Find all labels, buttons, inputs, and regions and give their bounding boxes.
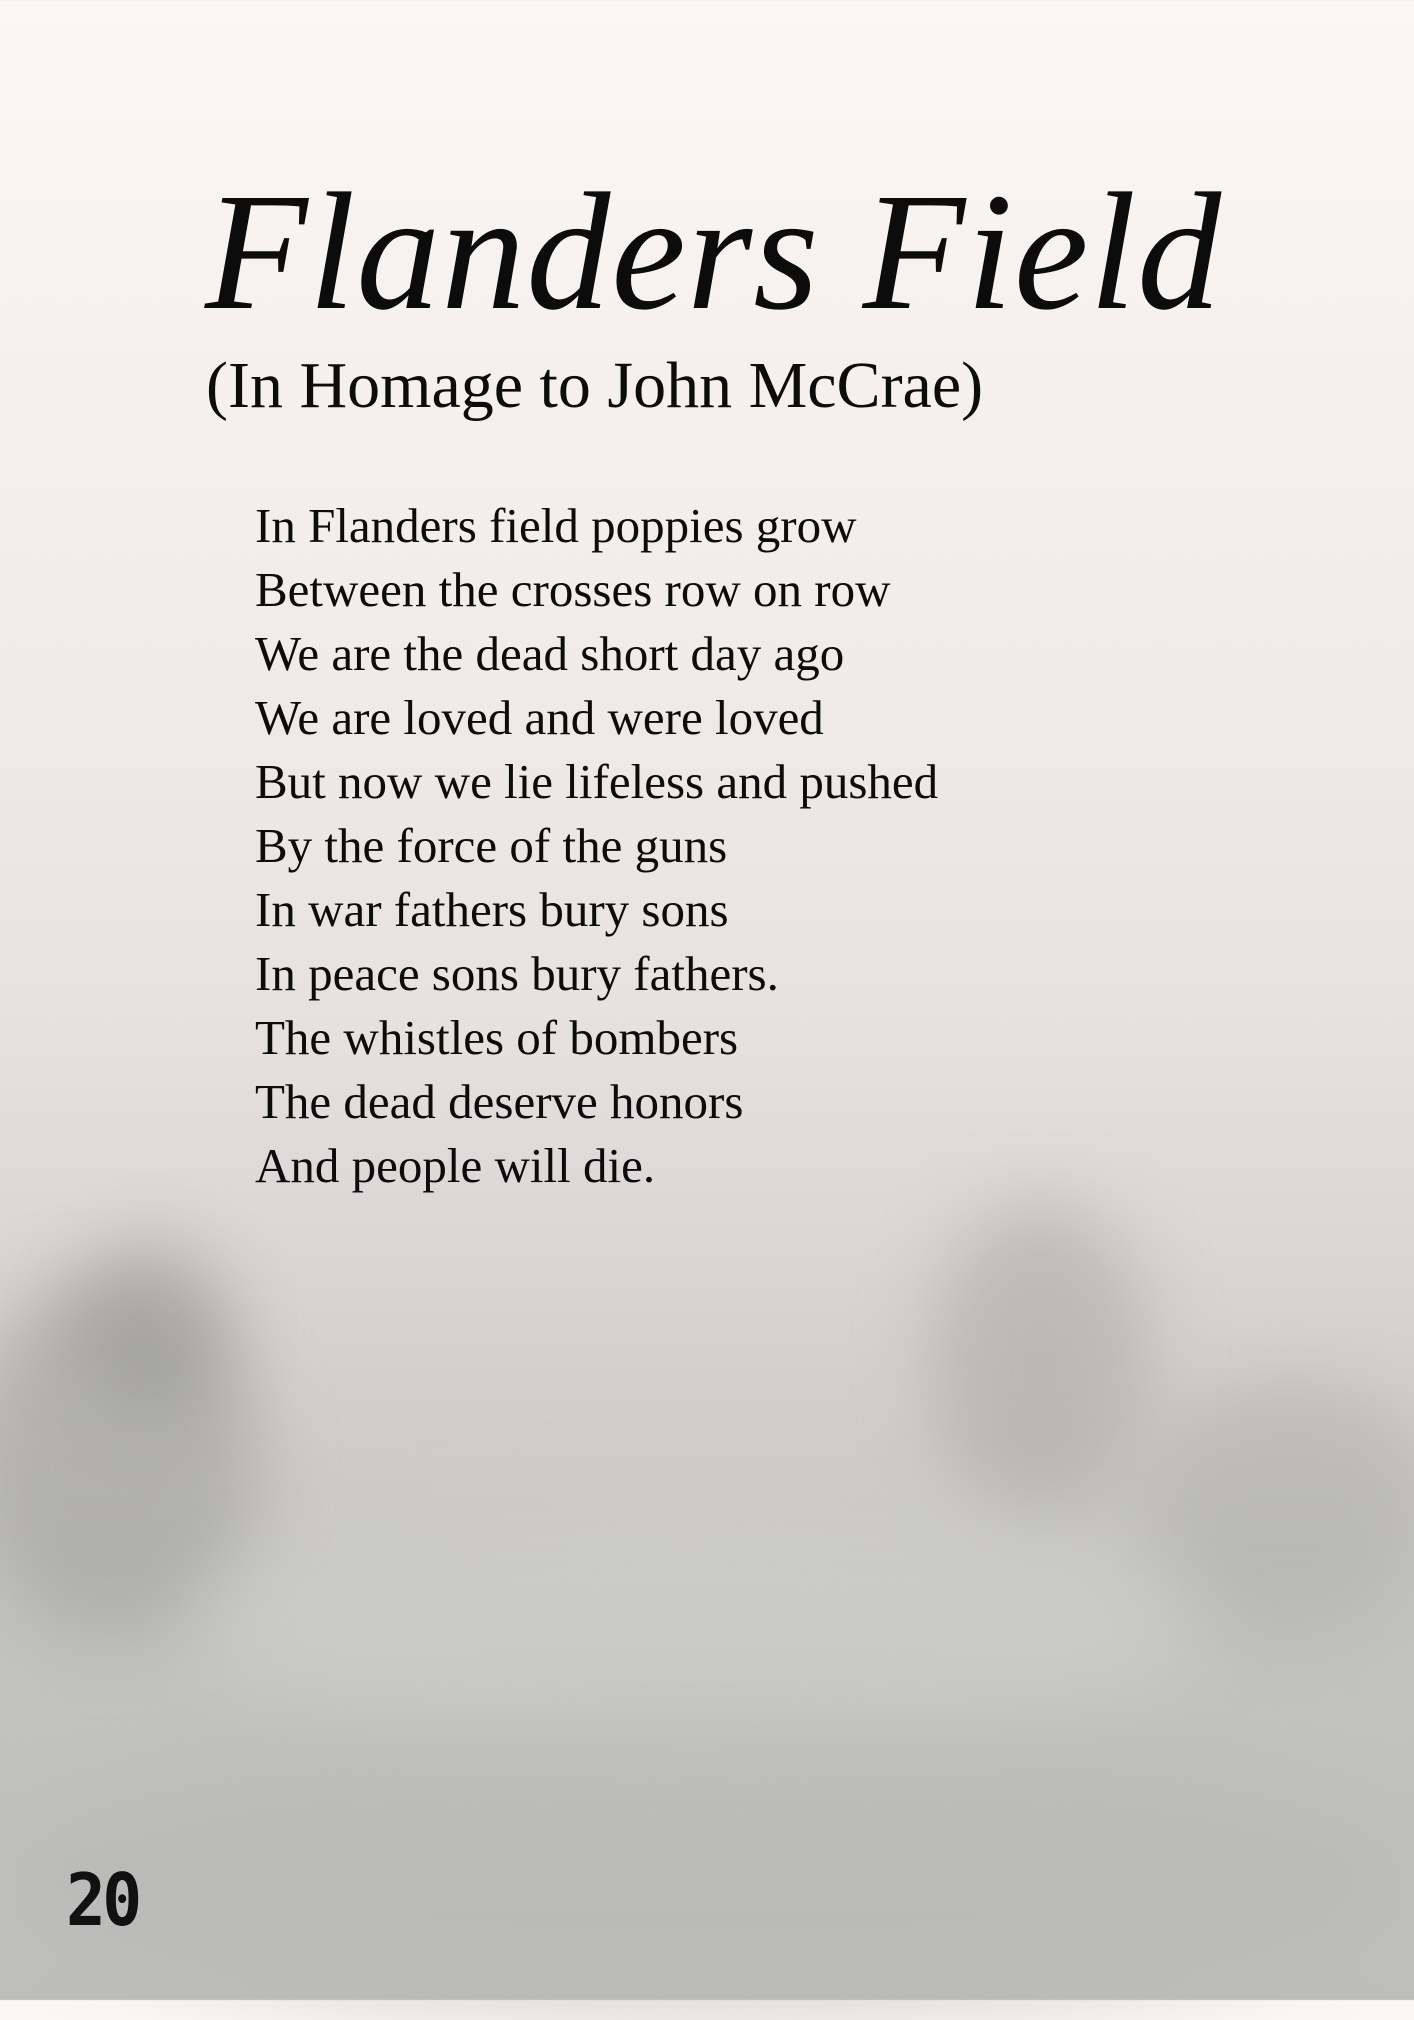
poem-line: Between the crosses row on row (255, 562, 891, 617)
page-number: 20 (66, 1858, 139, 1942)
poem-line: The dead deserve honors (255, 1074, 744, 1129)
poem-line: In peace sons bury fathers. (255, 946, 779, 1001)
poem-subtitle: (In Homage to John McCrae) (206, 349, 984, 422)
poem-line: The whistles of bombers (255, 1010, 739, 1065)
poem-line: By the force of the guns (255, 818, 728, 873)
poem-line: We are the dead short day ago (255, 626, 845, 681)
poem-line: And people will die. (255, 1138, 656, 1193)
poem-line: But now we lie lifeless and pushed (255, 754, 939, 809)
poem-title: Flanders Field (205, 159, 1223, 345)
poem-body (255, 494, 938, 1198)
poem-line: We are loved and were loved (255, 690, 824, 745)
poem-line: In Flanders field poppies grow (255, 498, 857, 553)
poem-line: In war fathers bury sons (255, 882, 729, 937)
